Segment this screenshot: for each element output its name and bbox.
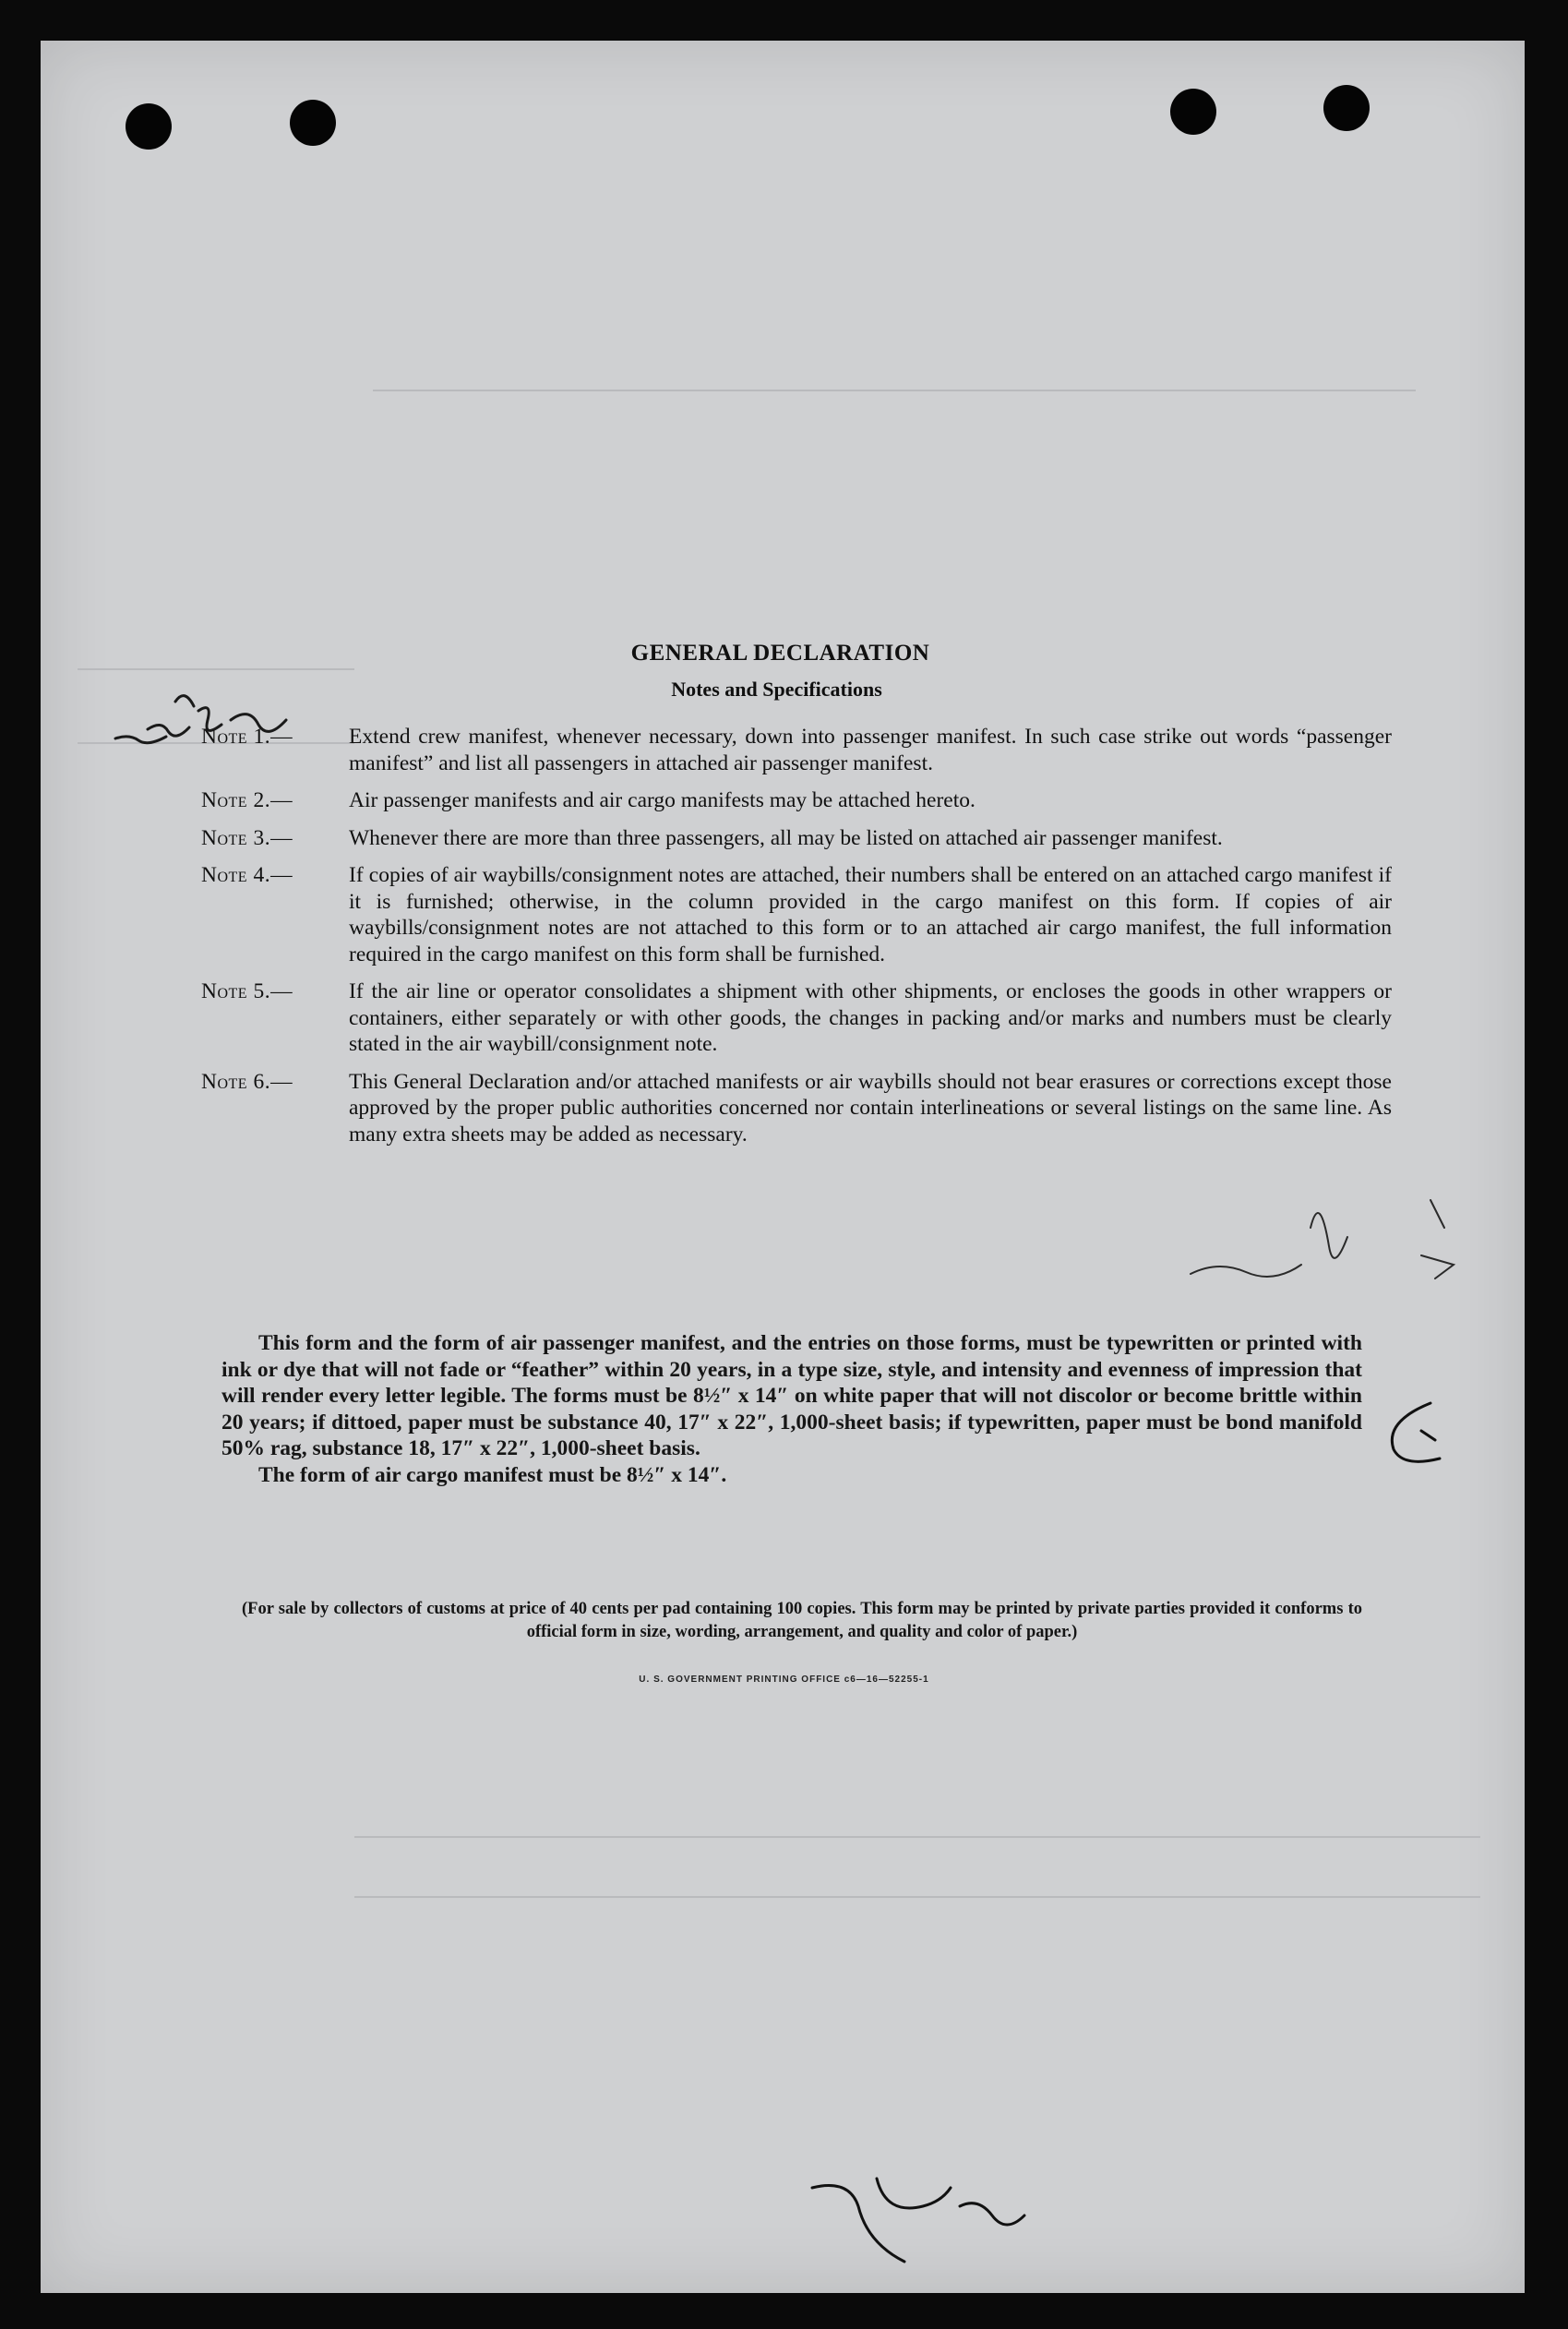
bleed-through-rule [373, 390, 1416, 391]
note-item: Note 4.— If copies of air waybills/consignment notes are attached, their numbers shall be entered on an attached cargo manifest if it is furnished; otherwise, in the column provided in the cargo manifest on this form. If copies of air waybills/consignment notes are not attached to this form or to an attached air cargo manifest, the full information required in the cargo manifest on this form shall be furnished. [201, 863, 1392, 966]
cargo-size-text: The form of air cargo manifest must be 8½″ x 14″. [258, 1462, 727, 1487]
note-item: Note 3.— Whenever there are more than three passengers, all may be listed on attached air passenger manifest. [201, 825, 1223, 850]
form-requirements-paragraph [221, 1330, 1362, 1488]
note-text: This General Declaration and/or attached manifests or air waybills should not bear erasures or corrections except those approved by the proper public authorities concerned nor contain interlineations or several listings on the same line. As many extra sheets may be added as necessary. [349, 1069, 1392, 1146]
notes-list [201, 724, 1392, 1158]
note-text: If copies of air waybills/consignment notes are attached, their numbers shall be entered on an attached cargo manifest if it is furnished; otherwise, in the column provided in the cargo manifest on this form. If copies of air waybills/consignment notes are not attached to this form or to an attached air cargo manifest, the full information required in the cargo manifest on this form shall be furnished. [349, 863, 1392, 966]
declaration-heading: GENERAL DECLARATION [630, 641, 930, 666]
declaration-subheading: Notes and Specifications [671, 678, 882, 701]
note-text: Whenever there are more than three passengers, all may be listed on attached air passenger manifest. [349, 825, 1223, 850]
note-label: Note 6. [201, 1069, 271, 1094]
bleed-through-rule [354, 1896, 1480, 1898]
bleed-through-rule [78, 668, 354, 670]
note-item: Note 1.— Extend crew manifest, whenever necessary, down into passenger manifest. In such case strike out words “passenger manifest” and list all passengers in attached air passenger manifest. [201, 725, 1392, 775]
punch-hole [1170, 89, 1216, 135]
note-item: Note 5.— If the air line or operator consolidates a shipment with other shipments, or encloses the goods in other wrappers or containers, either separately or with other goods, the changes in packing and/or marks and numbers must be clearly stated in the air waybill/consignment note. [201, 979, 1392, 1056]
note-label: Note 3. [201, 825, 271, 850]
note-text: Air passenger manifests and air cargo manifests may be attached hereto. [349, 788, 976, 812]
note-item: Note 2.— Air passenger manifests and air cargo manifests may be attached hereto. [201, 788, 976, 812]
bleed-through-rule [354, 1836, 1480, 1838]
punch-hole [1323, 85, 1370, 131]
note-item: Note 6.— This General Declaration and/or attached manifests or air waybills should not bear erasures or corrections except those approved by the proper public authorities concerned nor contain interlineations or several listings on the same line. As many extra sheets may be added as necessary. [201, 1069, 1392, 1146]
punch-hole [126, 103, 172, 150]
sale-notice: (For sale by collectors of customs at price of 40 cents per pad containing 100 copies. This form may be printed by private parties provided it conforms to official form in size, wording, arrangement, and quality and color of paper.) [242, 1600, 1362, 1641]
printer-imprint: U. S. GOVERNMENT PRINTING OFFICE c6—16—52255-1 [639, 1675, 929, 1685]
form-requirements-text: This form and the form of air passenger manifest, and the entries on those forms, must be typewritten or printed with ink or dye that will not fade or “feather” within 20 years, in a type size, style, and intensity and evenness of impression that will render every letter legible. The forms must be 8½″ x 14″ on white paper that will not discolor or become brittle within 20 years; if dittoed, paper must be substance 40, 17″ x 22″, 1,000-sheet basis; if typewritten, paper must be bond manifold 50% rag, substance 18, 17″ x 22″, 1,000-sheet basis. [221, 1331, 1362, 1460]
note-text: If the air line or operator consolidates a shipment with other shipments, or encloses the goods in other wrappers or containers, either separately or with other goods, the changes in packing and/or marks and numbers must be clearly stated in the air waybill/consignment note. [349, 979, 1392, 1056]
document-sheet [41, 41, 1525, 2293]
note-label: Note 4. [201, 863, 271, 887]
note-label: Note 5. [201, 979, 271, 1003]
note-label: Note 1. [201, 725, 271, 749]
note-label: Note 2. [201, 788, 271, 812]
punch-hole [290, 100, 336, 146]
note-text: Extend crew manifest, whenever necessary, down into passenger manifest. In such case strike out words “passenger manifest” and list all passengers in attached air passenger manifest. [349, 725, 1392, 775]
